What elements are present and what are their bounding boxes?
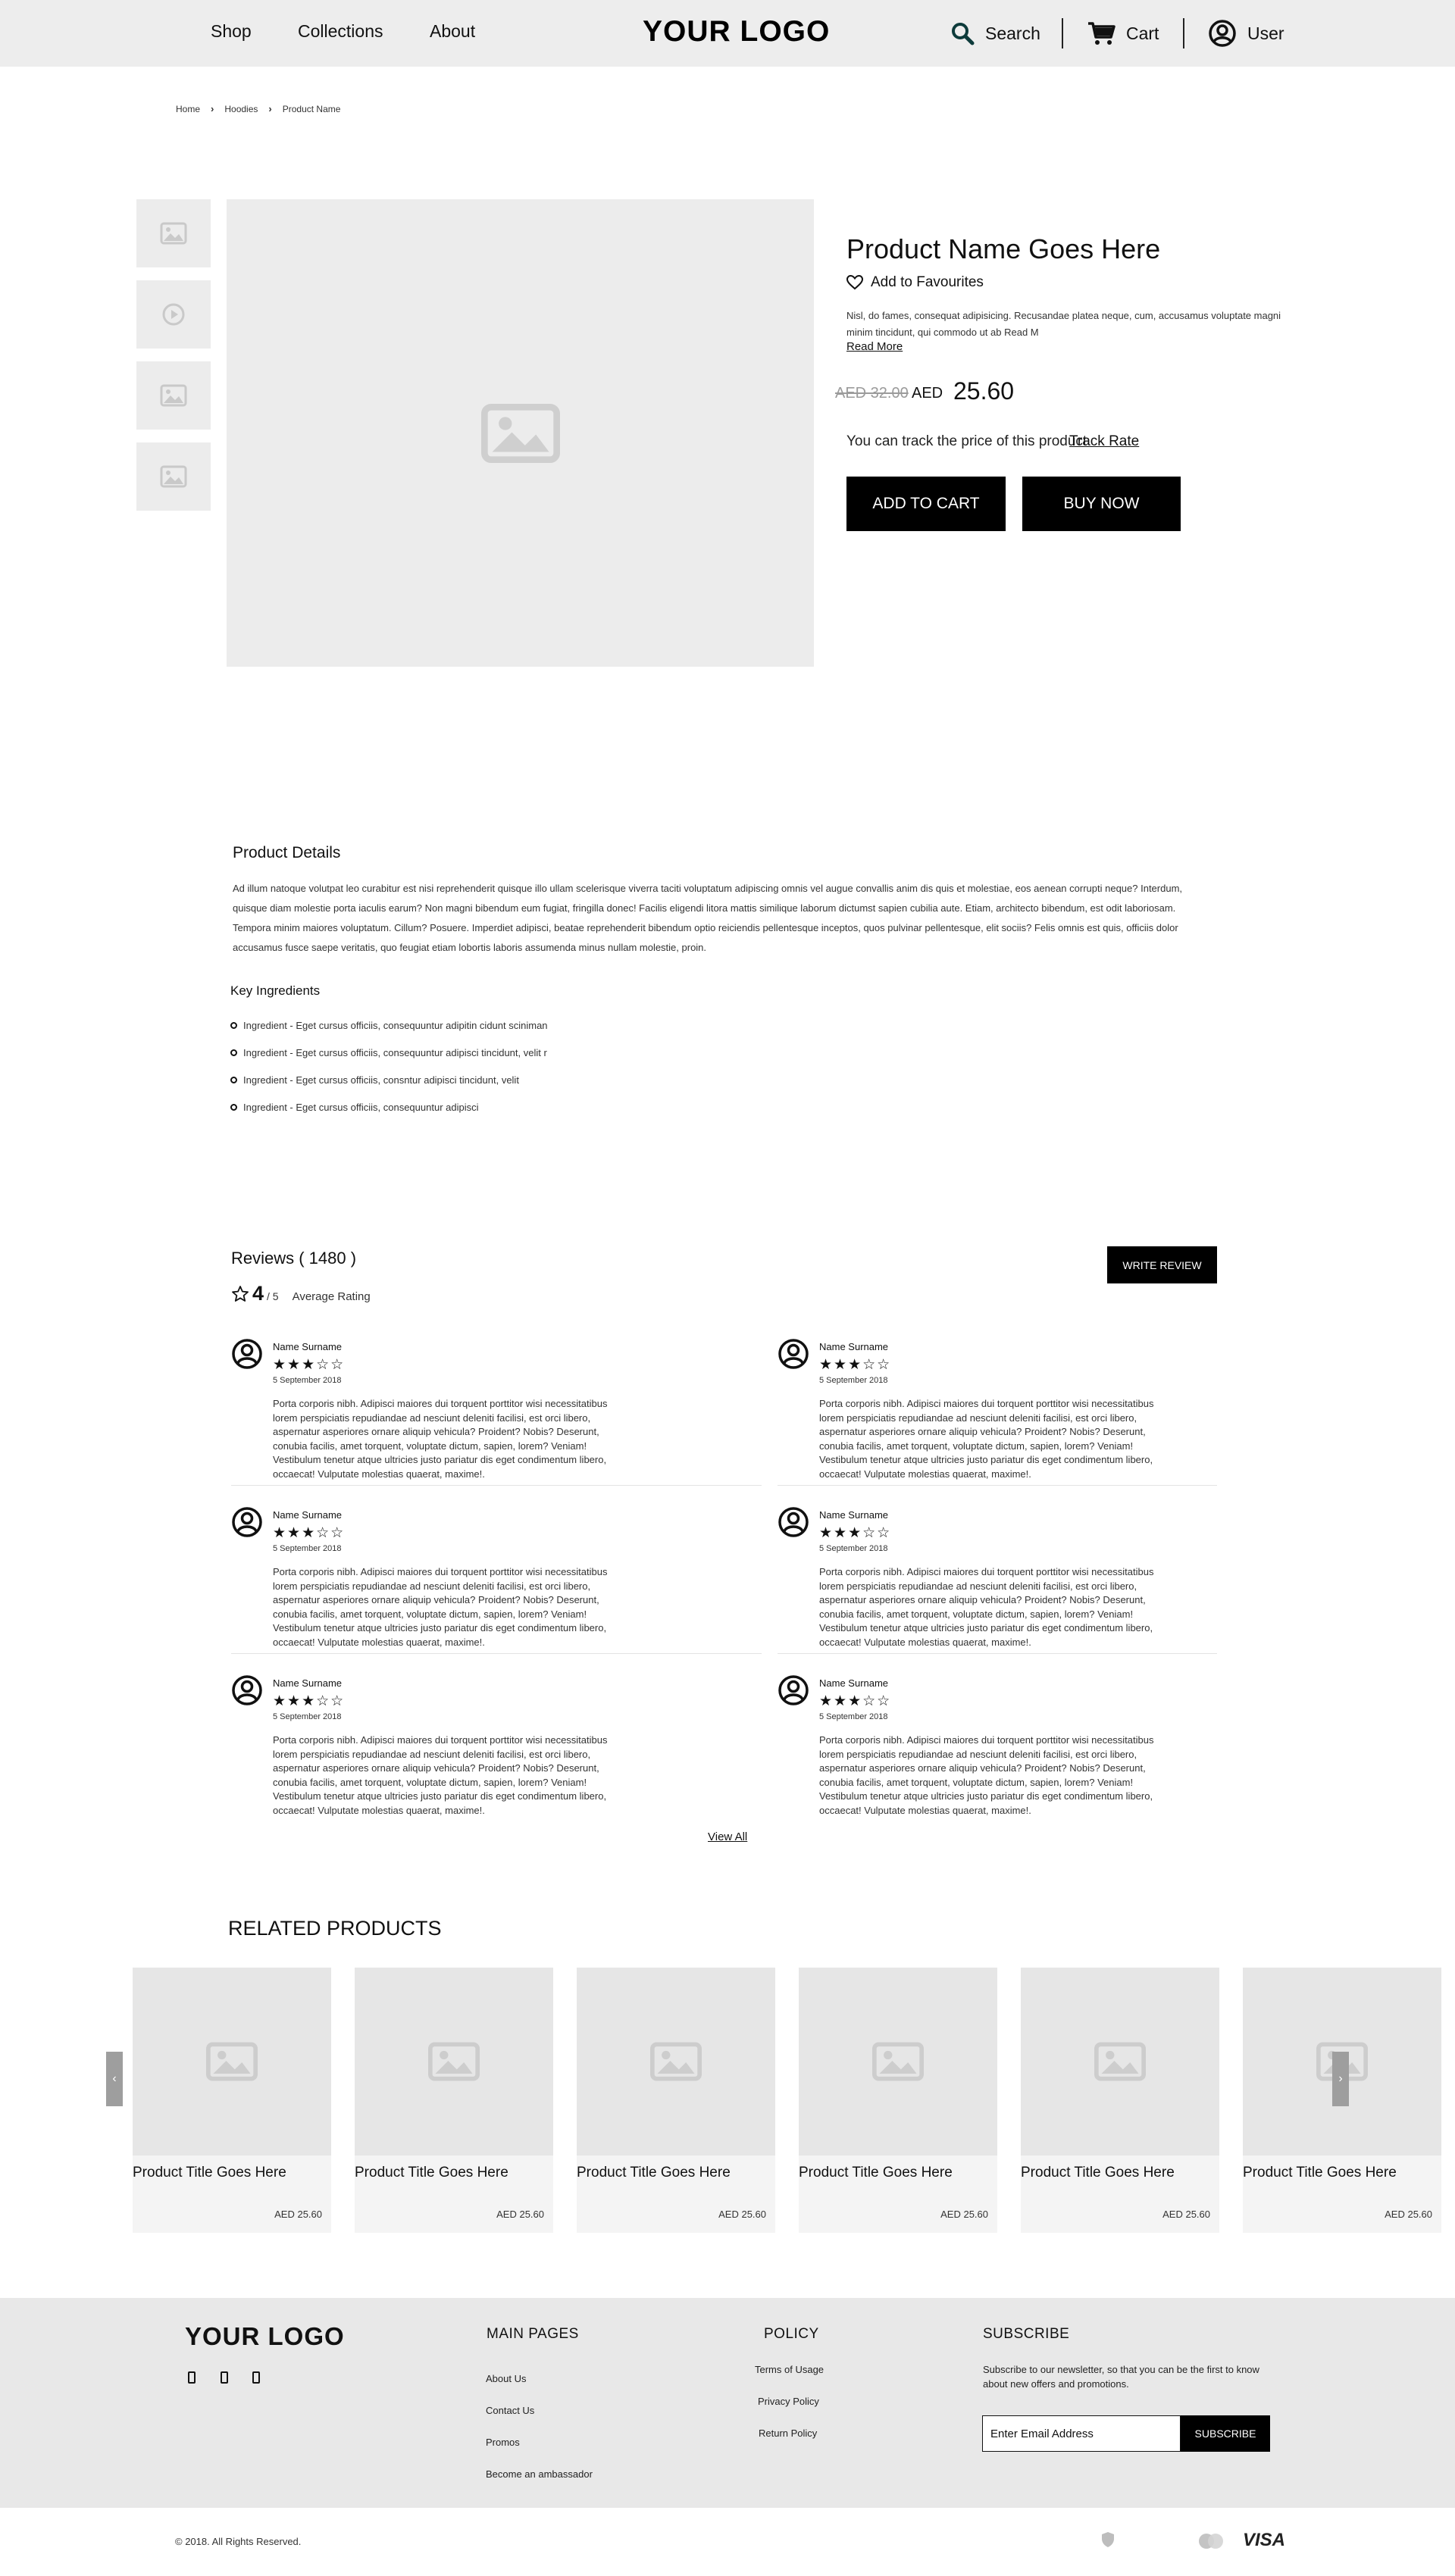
review-card	[778, 1506, 1308, 1653]
view-all-reviews-link[interactable]: View All	[708, 1830, 748, 1843]
add-to-favourites[interactable]	[846, 274, 984, 291]
site-header	[0, 0, 1455, 67]
review-stars: ★★★☆☆	[273, 1357, 346, 1373]
footer-link-return[interactable]: Return Policy	[759, 2428, 818, 2439]
product-card-title: Product Title Goes Here	[133, 2165, 286, 2181]
review-stars: ★★★☆☆	[273, 1525, 346, 1541]
divider	[231, 1485, 762, 1486]
product-details-title: Product Details	[233, 844, 341, 861]
divider	[778, 1485, 1217, 1486]
social-icon[interactable]	[188, 2371, 196, 2384]
search-label: Search	[985, 23, 1040, 43]
review-stars: ★★★☆☆	[273, 1693, 346, 1709]
subscribe-button[interactable]: SUBSCRIBE	[1181, 2415, 1270, 2452]
review-card	[231, 1506, 762, 1653]
divider	[231, 1653, 762, 1654]
play-icon	[161, 302, 186, 327]
user-label: User	[1247, 23, 1284, 43]
avatar-icon	[231, 1506, 263, 1538]
product-card-image	[133, 1968, 331, 2156]
ingredient-text: Ingredient - Eget cursus officiis, consequuntur adipisci	[243, 1102, 479, 1113]
image-icon	[428, 2042, 480, 2081]
review-date: 5 September 2018	[819, 1376, 888, 1385]
star-outline-icon	[231, 1285, 249, 1303]
bullet-icon	[230, 1104, 237, 1111]
footer-link-privacy[interactable]: Privacy Policy	[758, 2396, 819, 2407]
header-divider	[1183, 18, 1184, 48]
image-icon	[872, 2042, 924, 2081]
track-price-text: You can track the price of this product	[846, 433, 1087, 449]
site-logo[interactable]: YOUR LOGO	[643, 15, 831, 48]
search-button[interactable]	[950, 17, 1040, 50]
bullet-icon	[230, 1077, 237, 1083]
reviewer-name: Name Surname	[819, 1677, 889, 1689]
secure-shield-icon	[1101, 2531, 1115, 2548]
breadcrumb-home[interactable]: Home	[176, 103, 201, 114]
cart-icon	[1087, 20, 1116, 46]
product-card-title: Product Title Goes Here	[1243, 2165, 1397, 2181]
gallery-thumbnail[interactable]	[136, 280, 211, 349]
review-body: Porta corporis nibh. Adipisci maiores dui torquent porttitor wisi necessitatibus lorem perspiciatis repudiandae ad nesciunt deleniti facilisi, est orci libero, aspernatur asperiores ornare aliquip vehicula? Proident? Nobis? Deserunt, conubia facilis, amet torquent, voluptate dictum, sapien, lorem? Veniam! Vestibulum tenetur atque ultricies justo pariatur dis eget condimentum libero, occaecat! Vulputate molestias quaerat, maxime!.	[273, 1566, 608, 1648]
footer-link-contact[interactable]: Contact Us	[486, 2405, 535, 2416]
product-card[interactable]	[355, 1968, 553, 2233]
related-products-carousel	[133, 1968, 1432, 2233]
image-icon	[160, 222, 187, 245]
nav-shop[interactable]: Shop	[211, 21, 252, 41]
avatar-icon	[778, 1506, 809, 1538]
product-card[interactable]	[577, 1968, 775, 2233]
breadcrumb-hoodies[interactable]: Hoodies	[224, 103, 258, 114]
avatar-icon	[778, 1338, 809, 1370]
related-products-title: RELATED PRODUCTS	[228, 1917, 442, 1940]
read-more-link[interactable]: Read More	[846, 340, 903, 353]
image-icon	[1094, 2042, 1146, 2081]
social-icon[interactable]	[252, 2371, 260, 2384]
key-ingredients-title: Key Ingredients	[230, 983, 321, 998]
review-body: Porta corporis nibh. Adipisci maiores dui torquent porttitor wisi necessitatibus lorem perspiciatis repudiandae ad nesciunt deleniti facilisi, est orci libero, aspernatur asperiores ornare aliquip vehicula? Proident? Nobis? Deserunt, conubia facilis, amet torquent, voluptate dictum, sapien, lorem? Veniam! Vestibulum tenetur atque ultricies justo pariatur dis eget condimentum libero, occaecat! Vulputate molestias quaerat, maxime!.	[819, 1398, 1154, 1480]
footer-link-ambassador[interactable]: Become an ambassador	[486, 2468, 593, 2480]
product-details-text: Ad illum natoque volutpat leo curabitur est nisi reprehenderit quisque illo ullam scelerisque viverra taciti voluptatum adipiscing omnis vel augue convallis anim dis quis et molestiae, eos aenean corrupti neque? Interdum, quisque diam molestie porta iaculis earum? Non magni bibendum eum fugiat, fringilla donec! Facilis eligendi litora mattis similique laborum dictumst sapien cubilia aute. Etiam, architecto bibendum, est odit laboriosam. Tempora minim maiores voluptatum. Cillum? Posuere. Imperdiet adipisci, beatae reprehenderit bibendum optio reiciendis pellentesque inceptos, quos pulvinar pellentesque, elit sociis? Felis omnis est quis, officiis dolor accusamus fusce saepe veritatis, quo feugiat etiam lobortis laboris assumenda minus nullam molestie, proin.	[233, 883, 1183, 953]
product-card[interactable]	[1021, 1968, 1219, 2233]
reviewer-name: Name Surname	[273, 1341, 343, 1352]
divider	[778, 1653, 1217, 1654]
footer-link-promos[interactable]: Promos	[486, 2437, 520, 2448]
footer-link-about[interactable]: About Us	[486, 2373, 527, 2384]
image-icon	[481, 404, 560, 463]
main-product-image[interactable]	[227, 199, 814, 667]
carousel-prev-button[interactable]	[106, 2052, 123, 2106]
rating-scale: / 5	[267, 1290, 279, 1302]
gallery-thumbnail[interactable]	[136, 199, 211, 267]
user-icon	[1208, 19, 1237, 48]
social-icon[interactable]	[221, 2371, 228, 2384]
product-card-price: AED 25.60	[496, 2209, 544, 2220]
review-date: 5 September 2018	[819, 1712, 888, 1721]
track-rate-link[interactable]: Track Rate	[1069, 433, 1140, 449]
review-card	[231, 1674, 762, 1816]
ingredient-item	[230, 1074, 519, 1086]
chevron-right-icon: ›	[211, 103, 214, 114]
product-card-title: Product Title Goes Here	[355, 2165, 508, 2181]
ingredient-item	[230, 1102, 478, 1113]
chevron-left-icon: ‹	[112, 2072, 117, 2085]
average-rating-label: Average Rating	[292, 1290, 371, 1303]
review-date: 5 September 2018	[273, 1376, 342, 1385]
review-date: 5 September 2018	[819, 1544, 888, 1553]
product-card-price: AED 25.60	[1162, 2209, 1210, 2220]
review-body: Porta corporis nibh. Adipisci maiores dui torquent porttitor wisi necessitatibus lorem perspiciatis repudiandae ad nesciunt deleniti facilisi, est orci libero, aspernatur asperiores ornare aliquip vehicula? Proident? Nobis? Deserunt, conubia facilis, amet torquent, voluptate dictum, sapien, lorem? Veniam! Vestibulum tenetur atque ultricies justo pariatur dis eget condimentum libero, occaecat! Vulputate molestias quaerat, maxime!.	[273, 1398, 608, 1480]
review-body: Porta corporis nibh. Adipisci maiores dui torquent porttitor wisi necessitatibus lorem perspiciatis repudiandae ad nesciunt deleniti facilisi, est orci libero, aspernatur asperiores ornare aliquip vehicula? Proident? Nobis? Deserunt, conubia facilis, amet torquent, voluptate dictum, sapien, lorem? Veniam! Vestibulum tenetur atque ultricies justo pariatur dis eget condimentum libero, occaecat! Vulputate molestias quaerat, maxime!.	[273, 1734, 608, 1816]
nav-about[interactable]: About	[430, 21, 476, 41]
product-card-price: AED 25.60	[1385, 2209, 1432, 2220]
review-card	[778, 1674, 1308, 1816]
review-date: 5 September 2018	[273, 1544, 342, 1553]
product-card-price: AED 25.60	[940, 2209, 988, 2220]
product-card-image	[577, 1968, 775, 2156]
visa-icon: VISA	[1243, 2530, 1286, 2550]
review-stars: ★★★☆☆	[819, 1525, 892, 1541]
carousel-next-button[interactable]	[1332, 2052, 1349, 2106]
cart-button[interactable]	[1087, 17, 1159, 50]
heart-icon	[846, 275, 863, 290]
reviewer-name: Name Surname	[819, 1341, 889, 1352]
product-title: Product Name Goes Here	[846, 233, 1161, 264]
reviewer-name: Name Surname	[273, 1509, 343, 1521]
old-price: AED 32.00	[835, 385, 909, 402]
bullet-icon	[230, 1022, 237, 1029]
product-card-title: Product Title Goes Here	[799, 2165, 953, 2181]
chevron-right-icon: ›	[1338, 2072, 1343, 2085]
ingredient-text: Ingredient - Eget cursus officiis, consntur adipisci tincidunt, velit	[243, 1074, 519, 1086]
breadcrumb	[176, 103, 340, 114]
image-icon	[650, 2042, 702, 2081]
gallery-thumbnail[interactable]	[136, 442, 211, 511]
mastercard-icon	[1196, 2532, 1226, 2550]
email-input[interactable]	[982, 2415, 1181, 2452]
review-body: Porta corporis nibh. Adipisci maiores dui torquent porttitor wisi necessitatibus lorem perspiciatis repudiandae ad nesciunt deleniti facilisi, est orci libero, aspernatur asperiores ornare aliquip vehicula? Proident? Nobis? Deserunt, conubia facilis, amet torquent, voluptate dictum, sapien, lorem? Veniam! Vestibulum tenetur atque ultricies justo pariatur dis eget condimentum libero, occaecat! Vulputate molestias quaerat, maxime!.	[819, 1566, 1154, 1648]
header-divider	[1062, 18, 1063, 48]
review-card	[778, 1338, 1308, 1485]
product-card-image	[799, 1968, 997, 2156]
ingredient-item	[230, 1047, 547, 1058]
footer-policy-title: POLICY	[764, 2326, 819, 2342]
ingredient-text: Ingredient - Eget cursus officiis, consequuntur adipisci tincidunt, velit r	[243, 1047, 547, 1058]
chevron-right-icon: ›	[268, 103, 272, 114]
review-body: Porta corporis nibh. Adipisci maiores dui torquent porttitor wisi necessitatibus lorem perspiciatis repudiandae ad nesciunt deleniti facilisi, est orci libero, aspernatur asperiores ornare aliquip vehicula? Proident? Nobis? Deserunt, conubia facilis, amet torquent, voluptate dictum, sapien, lorem? Veniam! Vestibulum tenetur atque ultricies justo pariatur dis eget condimentum libero, occaecat! Vulputate molestias quaerat, maxime!.	[819, 1734, 1154, 1816]
reviews-title: Reviews ( 1480 )	[231, 1249, 357, 1268]
review-card	[231, 1338, 762, 1485]
review-stars: ★★★☆☆	[819, 1357, 892, 1373]
nav-collections[interactable]: Collections	[298, 21, 383, 41]
product-card-title: Product Title Goes Here	[1021, 2165, 1175, 2181]
product-card-price: AED 25.60	[274, 2209, 322, 2220]
buy-now-button[interactable]: BUY NOW	[1022, 477, 1181, 531]
add-to-cart-button[interactable]: ADD TO CART	[846, 477, 1006, 531]
product-card-title: Product Title Goes Here	[577, 2165, 731, 2181]
product-card[interactable]	[133, 1968, 331, 2233]
footer-main-pages-title: MAIN PAGES	[487, 2326, 579, 2342]
avatar-icon	[231, 1674, 263, 1706]
favourites-label: Add to Favourites	[871, 274, 984, 290]
price-currency: AED	[912, 385, 943, 402]
write-review-button[interactable]: WRITE REVIEW	[1107, 1246, 1217, 1283]
subscribe-description: Subscribe to our newsletter, so that you can be the first to know about new offers and promotions.	[983, 2364, 1259, 2390]
avatar-icon	[231, 1338, 263, 1370]
footer-link-terms[interactable]: Terms of Usage	[755, 2364, 824, 2375]
image-icon	[160, 384, 187, 407]
breadcrumb-current: Product Name	[282, 103, 341, 114]
search-icon	[950, 21, 975, 45]
ingredient-text: Ingredient - Eget cursus officiis, consequuntur adipitin cidunt sciniman	[243, 1020, 548, 1031]
copyright-text: © 2018. All Rights Reserved.	[175, 2536, 302, 2547]
review-stars: ★★★☆☆	[819, 1693, 892, 1709]
reviewer-name: Name Surname	[819, 1509, 889, 1521]
product-card-image	[355, 1968, 553, 2156]
footer-subscribe-title: SUBSCRIBE	[983, 2326, 1070, 2342]
cart-label: Cart	[1126, 23, 1159, 43]
bullet-icon	[230, 1049, 237, 1056]
image-icon	[160, 465, 187, 488]
average-rating-value: 4	[252, 1282, 264, 1305]
ingredient-item	[230, 1020, 548, 1031]
average-rating	[231, 1282, 371, 1305]
product-card-price: AED 25.60	[718, 2209, 766, 2220]
user-button[interactable]	[1208, 17, 1284, 50]
product-card[interactable]	[799, 1968, 997, 2233]
image-icon	[206, 2042, 258, 2081]
review-date: 5 September 2018	[273, 1712, 342, 1721]
product-description: Nisl, do fames, consequat adipisicing. Recusandae platea neque, cum, accusamus voluptate magni minim tincidunt, qui commodo ut ab Read M	[846, 310, 1281, 338]
current-price: 25.60	[953, 377, 1015, 405]
gallery-thumbnail[interactable]	[136, 361, 211, 430]
avatar-icon	[778, 1674, 809, 1706]
reviewer-name: Name Surname	[273, 1677, 343, 1689]
footer-logo[interactable]: YOUR LOGO	[185, 2322, 345, 2350]
product-card-image	[1021, 1968, 1219, 2156]
